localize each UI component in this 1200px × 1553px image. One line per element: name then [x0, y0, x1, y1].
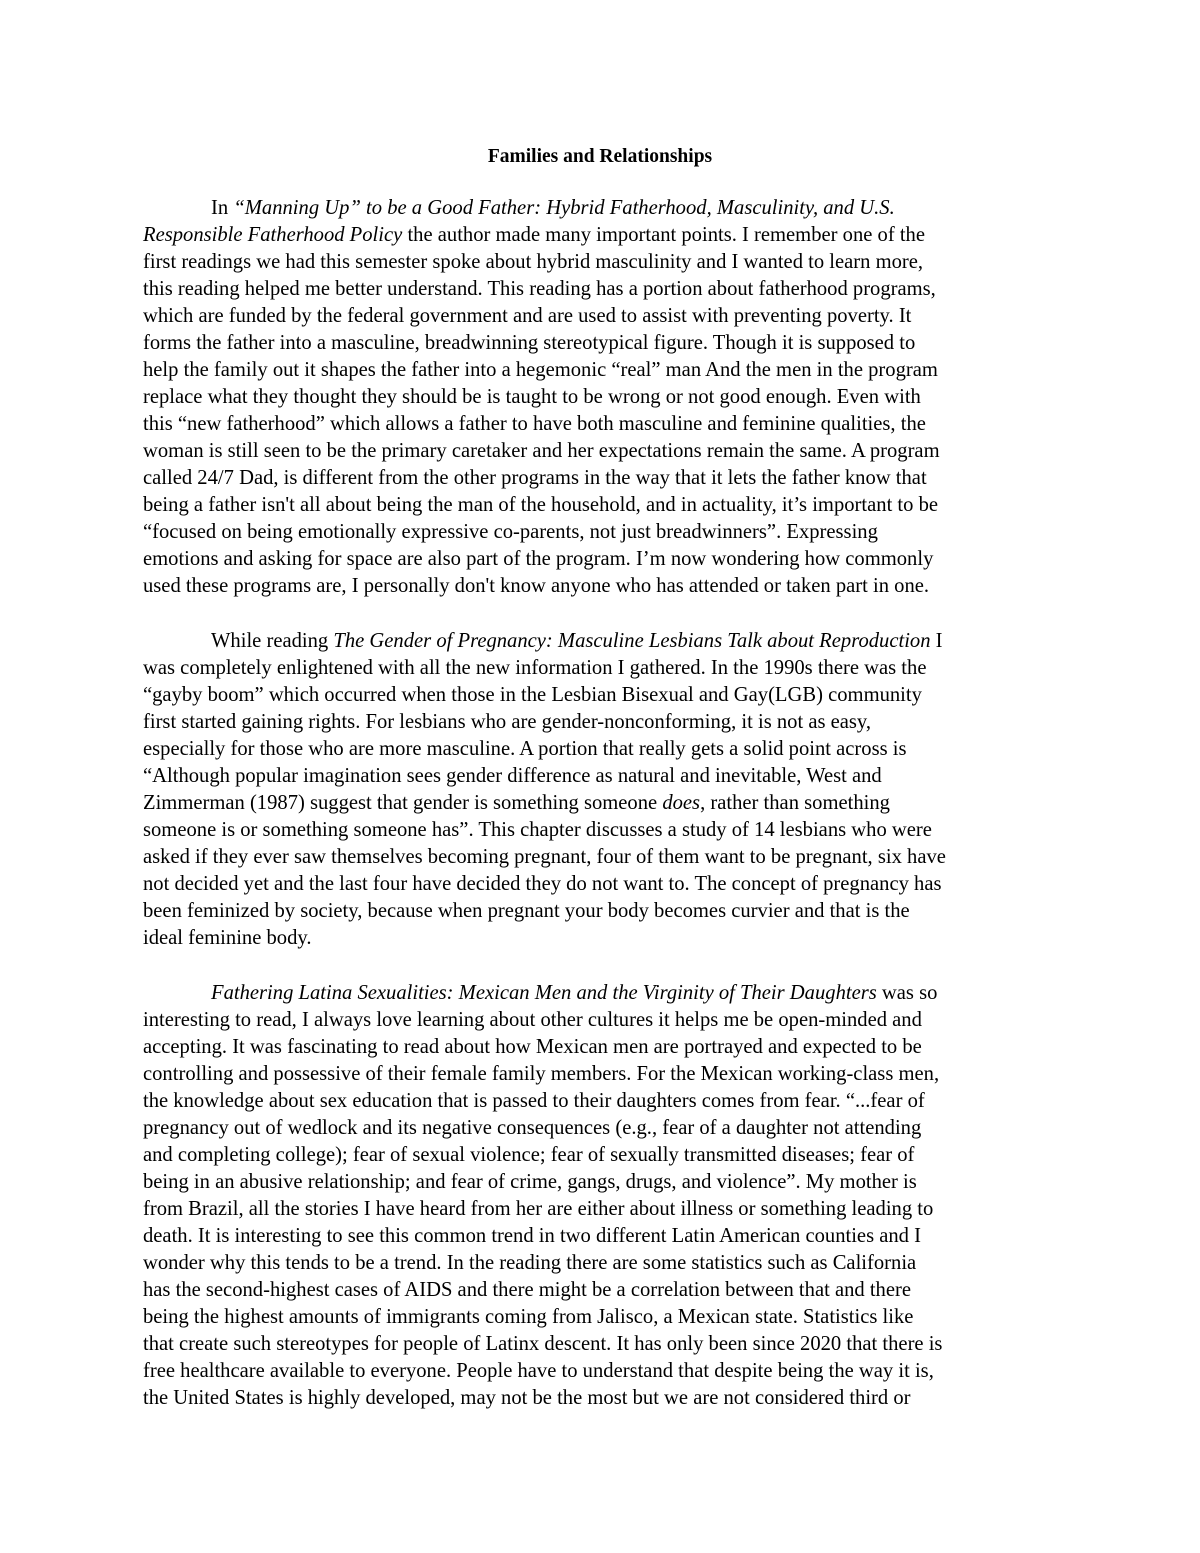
text-span: called 24/7 Dad, is different from the other programs in the way that it lets the father know that	[143, 467, 927, 489]
text-span: the knowledge about sex education that is passed to their daughters comes from fear. “...fear of	[143, 1090, 925, 1112]
text-line	[143, 763, 1063, 790]
italic-text: does	[662, 792, 701, 814]
text-line	[143, 384, 1063, 411]
text-line	[143, 925, 1063, 952]
text-line	[143, 898, 1063, 925]
text-line	[143, 222, 1063, 249]
text-span: In	[211, 197, 234, 219]
text-line	[143, 1034, 1063, 1061]
text-line	[143, 276, 1063, 303]
text-span: the United States is highly developed, may not be the most but we are not considered third or	[143, 1387, 911, 1409]
italic-text: “Manning Up” to be a Good Father: Hybrid Fatherhood, Masculinity, and U.S.	[233, 197, 895, 219]
text-span: this “new fatherhood” which allows a father to have both masculine and feminine qualities, the	[143, 413, 926, 435]
text-span: Zimmerman (1987) suggest that gender is something someone	[143, 792, 663, 814]
text-line	[143, 736, 1063, 763]
text-line	[143, 1358, 1063, 1385]
italic-text: Responsible Fatherhood Policy	[143, 224, 403, 246]
text-span: been feminized by society, because when pregnant your body becomes curvier and that is the	[143, 900, 910, 922]
text-line	[143, 980, 1063, 1007]
text-line	[143, 1223, 1063, 1250]
text-span: which are funded by the federal government and are used to assist with preventing poverty. It	[143, 305, 912, 327]
text-line	[143, 1331, 1063, 1358]
text-line	[143, 682, 1063, 709]
text-line	[143, 249, 1063, 276]
text-line	[143, 1142, 1063, 1169]
text-span: accepting. It was fascinating to read about how Mexican men are portrayed and expected to be	[143, 1036, 922, 1058]
text-span: I	[930, 630, 943, 652]
text-span: forms the father into a masculine, breadwinning stereotypical figure. Though it is supposed to	[143, 332, 916, 354]
text-line	[143, 438, 1063, 465]
text-line	[143, 1277, 1063, 1304]
text-span: first readings we had this semester spoke about hybrid masculinity and I wanted to learn more,	[143, 251, 924, 273]
text-span: used these programs are, I personally don't know anyone who has attended or taken part in one.	[143, 575, 930, 597]
text-span: controlling and possessive of their female family members. For the Mexican working-class men,	[143, 1063, 940, 1085]
text-span: especially for those who are more masculine. A portion that really gets a solid point across is	[143, 738, 907, 760]
text-span: and completing college); fear of sexual violence; fear of sexually transmitted diseases; fear of	[143, 1144, 915, 1166]
text-line	[143, 546, 1063, 573]
text-span: death. It is interesting to see this common trend in two different Latin American counties and I	[143, 1225, 921, 1247]
text-line	[143, 1250, 1063, 1277]
text-line	[143, 411, 1063, 438]
text-line	[143, 871, 1063, 898]
text-line	[143, 1007, 1063, 1034]
text-line	[143, 1088, 1063, 1115]
text-span: replace what they thought they should be is taught to be wrong or not good enough. Even with	[143, 386, 921, 408]
text-line	[143, 1169, 1063, 1196]
text-line	[143, 1385, 1063, 1412]
document-title: Families and Relationships	[487, 146, 713, 167]
text-line	[143, 1304, 1063, 1331]
text-span: has the second-highest cases of AIDS and there might be a correlation between that and there	[143, 1279, 911, 1301]
text-span: that create such stereotypes for people of Latinx descent. It has only been since 2020 that there is	[143, 1333, 943, 1355]
text-span: interesting to read, I always love learning about other cultures it helps me be open-minded and	[143, 1009, 922, 1031]
text-span: from Brazil, all the stories I have heard from her are either about illness or something leading to	[143, 1198, 934, 1220]
paragraph-2	[143, 628, 1063, 952]
text-line	[143, 709, 1063, 736]
text-line	[143, 844, 1063, 871]
text-span: asked if they ever saw themselves becoming pregnant, four of them want to be pregnant, six have	[143, 846, 946, 868]
text-line	[143, 1115, 1063, 1142]
paragraph-3	[143, 980, 1063, 1412]
text-span: free healthcare available to everyone. People have to understand that despite being the way it is,	[143, 1360, 934, 1382]
text-span: being in an abusive relationship; and fear of crime, gangs, drugs, and violence”. My mother is	[143, 1171, 917, 1193]
text-span: emotions and asking for space are also part of the program. I’m now wondering how commonly	[143, 548, 934, 570]
text-span: , rather than something	[700, 792, 890, 814]
text-span: was so	[876, 982, 938, 1004]
text-span: someone is or something someone has”. This chapter discusses a study of 14 lesbians who were	[143, 819, 932, 841]
text-span: pregnancy out of wedlock and its negative consequences (e.g., fear of a daughter not attending	[143, 1117, 922, 1139]
text-line	[143, 655, 1063, 682]
text-span: being a father isn't all about being the man of the household, and in actuality, it’s important to be	[143, 494, 939, 516]
text-span: being the highest amounts of immigrants coming from Jalisco, a Mexican state. Statistics like	[143, 1306, 914, 1328]
text-line	[143, 573, 1063, 600]
text-line	[143, 1061, 1063, 1088]
text-span: first started gaining rights. For lesbians who are gender-nonconforming, it is not as easy,	[143, 711, 872, 733]
text-span: ideal feminine body.	[143, 927, 312, 949]
text-line	[143, 195, 1063, 222]
text-span: “Although popular imagination sees gender difference as natural and inevitable, West and	[143, 765, 882, 787]
text-line	[143, 817, 1063, 844]
italic-text: The Gender of Pregnancy: Masculine Lesbians Talk about Reproduction	[333, 630, 931, 652]
text-span: was completely enlightened with all the new information I gathered. In the 1990s there was the	[143, 657, 927, 679]
italic-text: Fathering Latina Sexualities: Mexican Men and the Virginity of Their Daughters	[211, 982, 877, 1004]
text-line	[143, 303, 1063, 330]
text-span: not decided yet and the last four have decided they do not want to. The concept of pregnancy has	[143, 873, 942, 895]
text-span: this reading helped me better understand. This reading has a portion about fatherhood programs,	[143, 278, 936, 300]
text-span: wonder why this tends to be a trend. In the reading there are some statistics such as California	[143, 1252, 917, 1274]
text-span: “focused on being emotionally expressive co-parents, not just breadwinners”. Expressing	[143, 521, 878, 543]
text-line	[143, 357, 1063, 384]
text-span: the author made many important points. I remember one of the	[402, 224, 925, 246]
paragraph-1	[143, 195, 1063, 600]
text-span: help the family out it shapes the father into a hegemonic “real” man And the men in the program	[143, 359, 938, 381]
text-line	[143, 492, 1063, 519]
text-line	[143, 790, 1063, 817]
text-line	[143, 330, 1063, 357]
text-line	[143, 465, 1063, 492]
text-line	[143, 1196, 1063, 1223]
text-span: While reading	[211, 630, 334, 652]
text-line	[143, 519, 1063, 546]
text-span: “gayby boom” which occurred when those in the Lesbian Bisexual and Gay(LGB) community	[143, 684, 922, 706]
text-span: woman is still seen to be the primary caretaker and her expectations remain the same. A program	[143, 440, 940, 462]
text-line	[143, 628, 1063, 655]
